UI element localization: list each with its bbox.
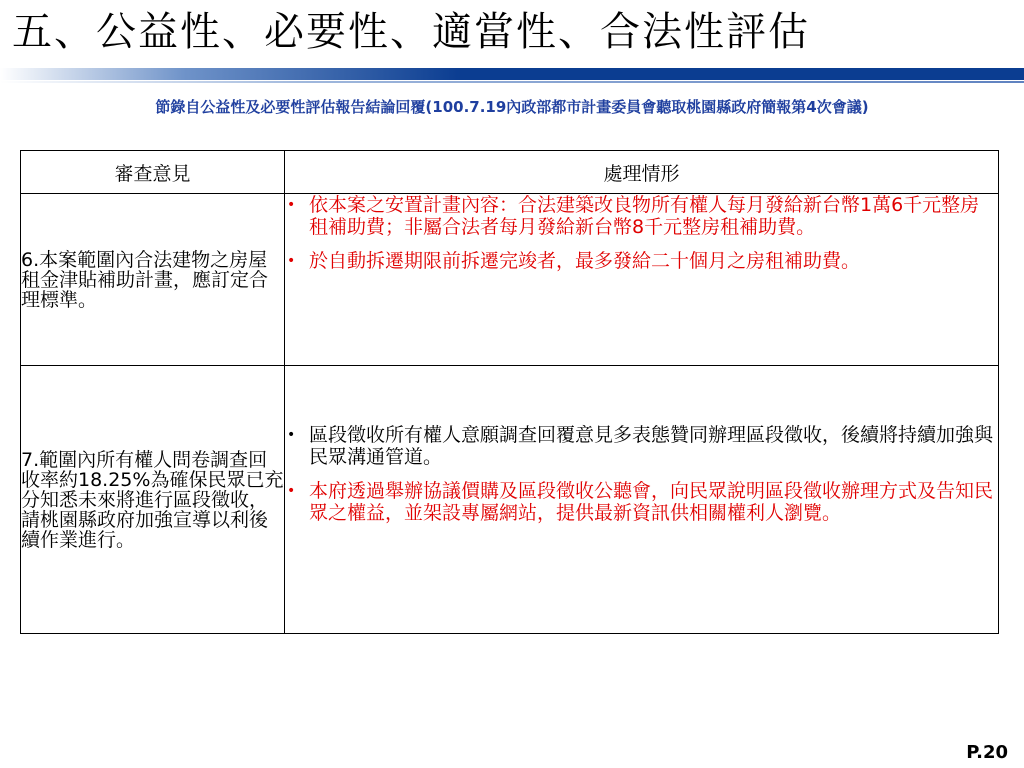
bullet-icon: • bbox=[287, 197, 296, 213]
table-header-row bbox=[21, 151, 999, 194]
review-table bbox=[20, 150, 999, 634]
response-item bbox=[285, 194, 998, 238]
header-handling-status: 處理情形 bbox=[285, 151, 999, 194]
title-underline-thin bbox=[0, 81, 1024, 83]
bullet-icon: • bbox=[287, 253, 296, 269]
header-review-opinion: 審查意見 bbox=[21, 151, 285, 194]
page-number: P.20 bbox=[966, 742, 1008, 763]
response-item bbox=[285, 424, 998, 468]
response-text: 依本案之安置計畫內容：合法建築改良物所有權人每月發給新台幣1萬6千元整房租補助費；非屬合法者每月發給新台幣8千元整房租補助費。 bbox=[309, 194, 980, 238]
slide-subtitle: 節錄自公益性及必要性評估報告結論回覆(100.7.19內政部都市計畫委員會聽取桃園縣政府簡報第4次會議) bbox=[155, 98, 869, 116]
response-item bbox=[285, 250, 998, 272]
title-underline-bar bbox=[0, 68, 1024, 80]
review-opinion-cell: 7.範圍內所有權人問卷調查回收率約18.25%為確保民眾已充分知悉未來將進行區段徵收，請桃園縣政府加強宣導以利後續作業進行。 bbox=[21, 366, 285, 634]
table-row bbox=[21, 194, 999, 366]
table-row bbox=[21, 366, 999, 634]
handling-status-cell bbox=[285, 366, 999, 634]
bullet-icon: • bbox=[287, 483, 296, 499]
handling-status-cell bbox=[285, 194, 999, 366]
response-text: 於自動拆遷期限前拆遷完竣者，最多發給二十個月之房租補助費。 bbox=[309, 250, 861, 272]
slide-title: 五、公益性、必要性、適當性、合法性評估 bbox=[12, 9, 810, 55]
response-text: 區段徵收所有權人意願調查回覆意見多表態贊同辦理區段徵收，後續將持續加強與民眾溝通管道。 bbox=[309, 424, 994, 468]
review-opinion-cell: 6.本案範圍內合法建物之房屋租金津貼補助計畫，應訂定合理標準。 bbox=[21, 194, 285, 366]
response-item bbox=[285, 480, 998, 524]
response-text: 本府透過舉辦協議價購及區段徵收公聽會，向民眾說明區段徵收辦理方式及告知民眾之權益，並架設專屬網站，提供最新資訊供相關權利人瀏覽。 bbox=[309, 480, 994, 524]
bullet-icon: • bbox=[287, 427, 296, 443]
